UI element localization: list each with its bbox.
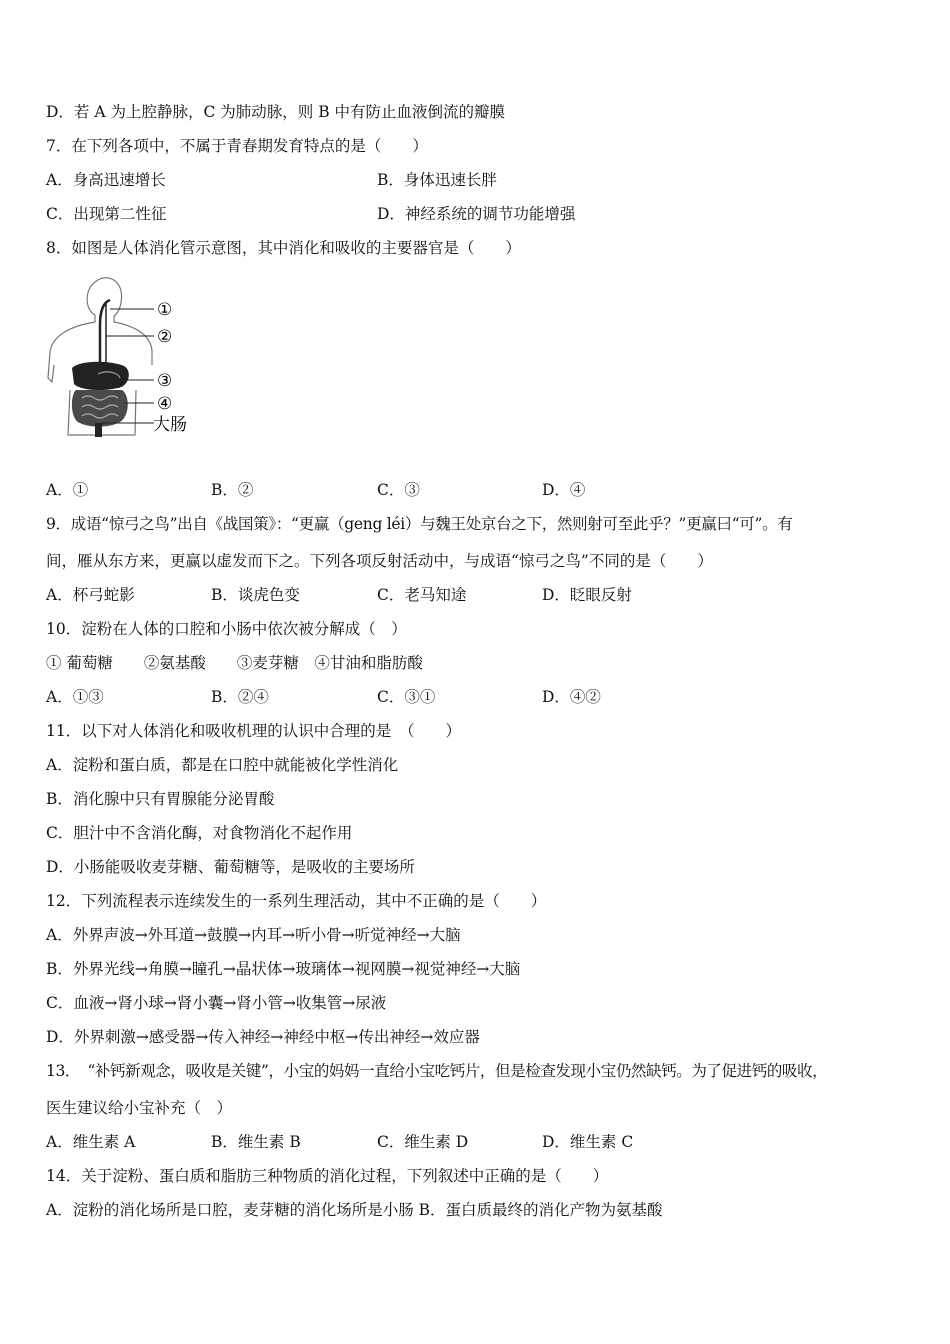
q13-option-a: A．维生素 A [46,1133,136,1151]
q13-option-b: B．维生素 B [211,1133,301,1151]
digestive-tract-figure [40,270,210,445]
q7-option-d: D．神经系统的调节功能增强 [377,205,576,223]
figure-label-4: ④ [157,394,173,414]
q13-option-c: C．维生素 D [377,1133,469,1151]
q8-option-c: C．③ [377,481,420,499]
q10-option-d: D．④② [542,688,601,706]
q13-option-d: D．维生素 C [542,1133,634,1151]
q9-stem-line2: 间，雁从东方来，更赢以虚发而下之。下列各项反射活动中，与成语“惊弓之鸟”不同的是（ ） [46,552,713,570]
rectum [95,423,102,437]
q12-option-a: A．外界声波→外耳道→鼓膜→内耳→听小骨→听觉神经→大脑 [46,926,461,944]
q12-option-b: B．外界光线→角膜→瞳孔→晶状体→玻璃体→视网膜→视觉神经→大脑 [46,960,521,978]
figure-label-large-intestine: 大肠 [153,415,187,435]
q7-option-c: C．出现第二性征 [46,205,167,223]
q10-stem: 10．淀粉在人体的口腔和小肠中依次被分解成（ ） [46,620,407,638]
q12-option-c: C．血液→肾小球→肾小囊→肾小管→收集管→尿液 [46,994,387,1012]
q11-option-c: C．胆汁中不含消化酶，对食物消化不起作用 [46,824,353,842]
esophagus [100,300,110,370]
figure-label-2: ② [157,327,173,347]
q10-option-a: A．①③ [46,688,104,706]
q10-option-c: C．③① [377,688,436,706]
q13-stem-line1: 13． “补钙新观念，吸收是关键”，小宝的妈妈一直给小宝吃钙片，但是检查发现小宝仍然缺钙。为了促进钙的吸收， [46,1062,828,1080]
q9-option-b: B．谈虎色变 [211,586,300,604]
q9-option-a: A．杯弓蛇影 [46,586,135,604]
q8-option-b: B．② [211,481,254,499]
q6-option-d: D．若 A 为上腔静脉，C 为肺动脉，则 B 中有防止血液倒流的瓣膜 [46,103,506,121]
figure-label-1: ① [157,300,173,320]
q11-stem: 11．以下对人体消化和吸收机理的认识中合理的是 （ ） [46,722,461,740]
q7-option-b: B．身体迅速长胖 [377,171,497,189]
q9-stem-line1: 9．成语“惊弓之鸟”出自《战国策》：“更赢（geng léi）与魏王处京台之下，然则射可至此乎？”更赢曰“可”。有 [46,515,793,533]
q7-option-a: A．身高迅速增长 [46,171,166,189]
figure-label-3: ③ [157,371,173,391]
q11-option-d: D．小肠能吸收麦芽糖、葡萄糖等，是吸收的主要场所 [46,858,415,876]
q12-option-d: D．外界刺激→感受器→传入神经→神经中枢→传出神经→效应器 [46,1028,480,1046]
q12-stem: 12．下列流程表示连续发生的一系列生理活动，其中不正确的是（ ） [46,892,547,910]
q10-items: ① 葡萄糖 ②氨基酸 ③麦芽糖 ④甘油和脂肪酸 [46,654,423,672]
q14-stem: 14．关于淀粉、蛋白质和脂肪三种物质的消化过程，下列叙述中正确的是（ ） [46,1167,609,1185]
q13-stem-line2: 医生建议给小宝补充（ ） [46,1099,233,1117]
q9-option-c: C．老马知途 [377,586,467,604]
q7-stem: 7．在下列各项中，不属于青春期发育特点的是（ ） [46,137,428,155]
q8-option-d: D．④ [542,481,586,499]
q11-option-a: A．淀粉和蛋白质，都是在口腔中就能被化学性消化 [46,756,399,774]
q11-option-b: B．消化腺中只有胃腺能分泌胃酸 [46,790,275,808]
stomach-liver [72,362,129,390]
q10-option-b: B．②④ [211,688,269,706]
q8-option-a: A．① [46,481,89,499]
q8-stem: 8．如图是人体消化管示意图，其中消化和吸收的主要器官是（ ） [46,239,521,257]
q14-options-ab: A．淀粉的消化场所是口腔，麦芽糖的消化场所是小肠 B．蛋白质最终的消化产物为氨基酸 [46,1201,663,1219]
q9-option-d: D．眨眼反射 [542,586,632,604]
intestine-mass [72,390,128,427]
